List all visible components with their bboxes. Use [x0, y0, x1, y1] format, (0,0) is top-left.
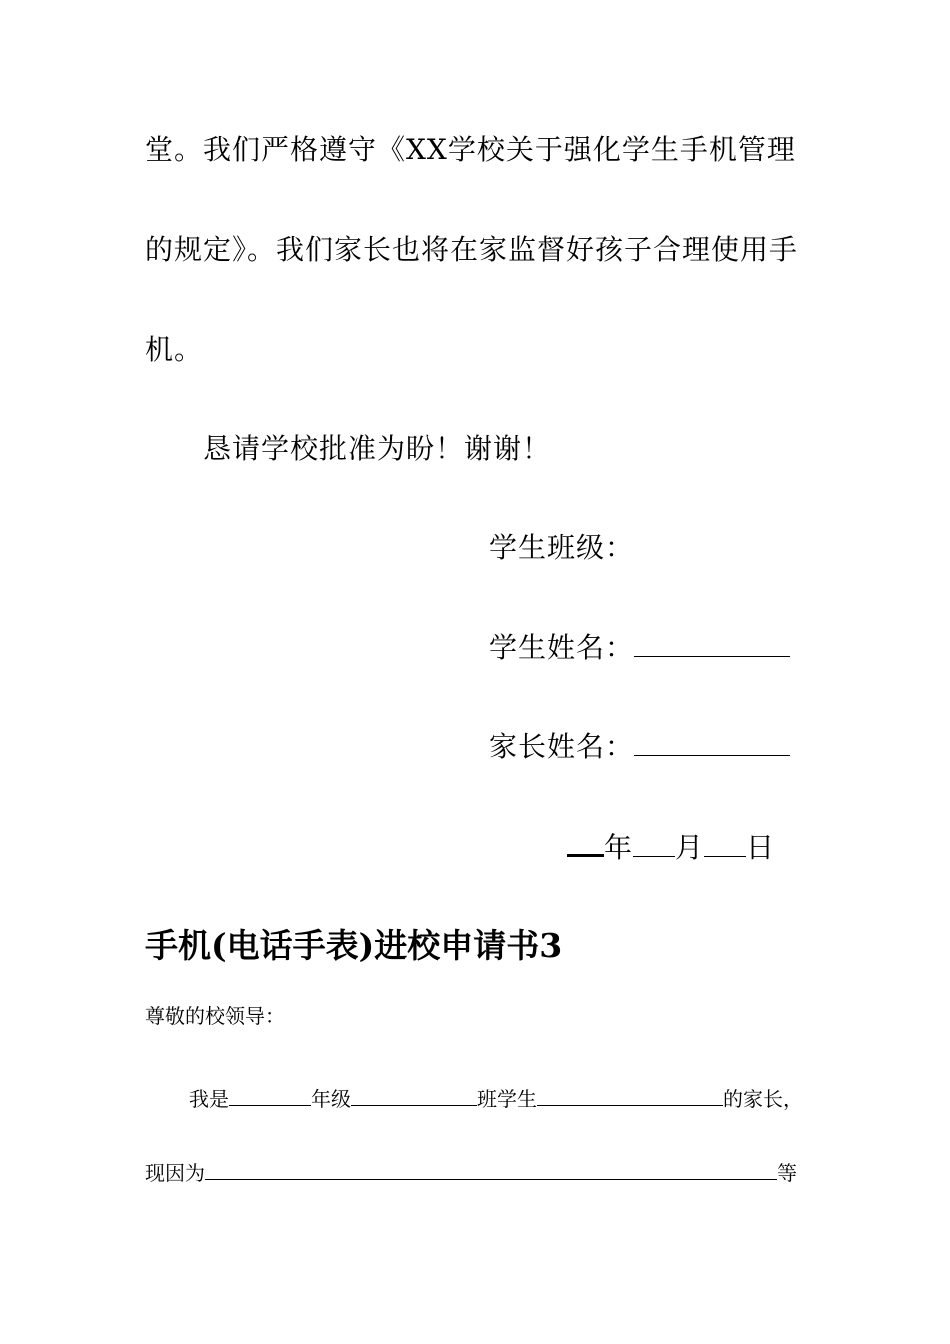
text-class-student: 班学生 [477, 1087, 537, 1111]
request-line: 恳请学校批准为盼！谢谢！ [203, 432, 552, 465]
reason-blank [205, 1159, 777, 1180]
parent-name-label: 家长姓名： [489, 730, 635, 763]
year-blank [567, 830, 604, 857]
year-label: 年 [604, 831, 634, 864]
body-line-2: 的规定》。我们家长也将在家监督好孩子合理使用手 [145, 233, 799, 266]
section-title: 手机(电话手表)进校申请书3 [145, 926, 563, 965]
student-name-row [489, 632, 790, 662]
text-grade: 年级 [311, 1087, 351, 1111]
month-label: 月 [675, 831, 705, 864]
grade-blank [229, 1085, 311, 1106]
student-name-label: 学生姓名： [489, 631, 635, 664]
text-because: 现因为 [145, 1161, 205, 1185]
paragraph-line-2 [145, 1159, 797, 1183]
salutation: 尊敬的校领导： [145, 1004, 285, 1028]
month-blank [633, 832, 675, 857]
text-i-am: 我是 [189, 1087, 229, 1111]
day-label: 日 [746, 831, 776, 864]
class-blank [351, 1085, 477, 1106]
body-line-3: 机。 [145, 333, 204, 366]
paragraph-line-1 [189, 1085, 803, 1109]
student-blank [537, 1085, 723, 1106]
text-etc: 等 [777, 1161, 797, 1185]
day-blank [704, 832, 746, 857]
parent-name-row [489, 731, 790, 761]
student-name-blank [634, 632, 790, 657]
student-class-label: 学生班级： [489, 531, 635, 564]
text-parent: 的家长， [723, 1087, 803, 1111]
body-line-1: 堂。我们严格遵守《XX学校关于强化学生手机管理 [145, 133, 796, 166]
parent-name-blank [634, 731, 790, 756]
date-row [567, 830, 775, 862]
